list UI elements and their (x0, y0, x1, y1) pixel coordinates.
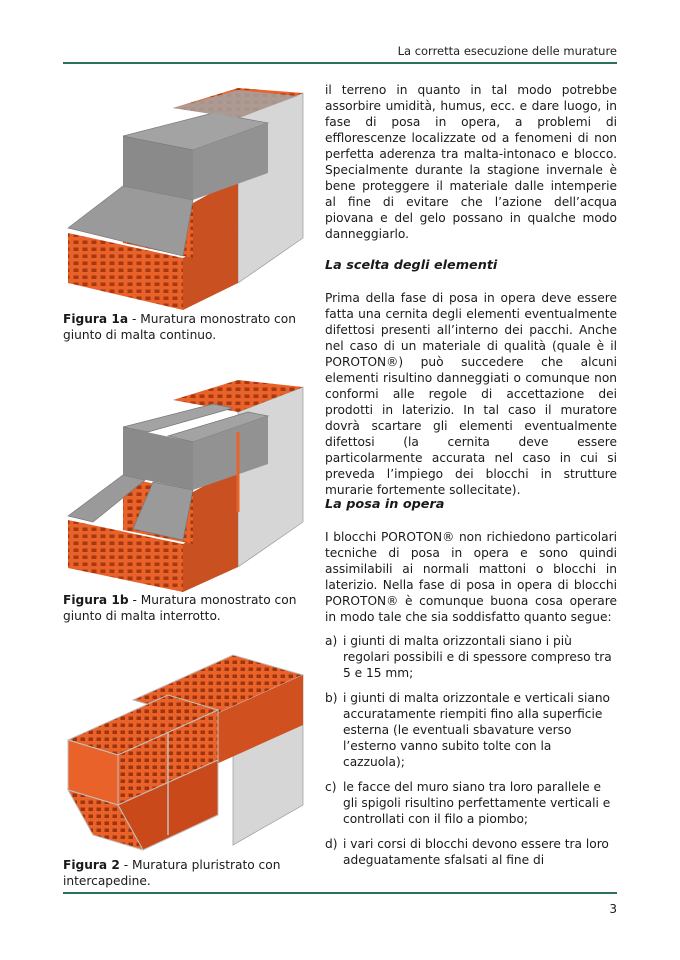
figure-1b-illustration (63, 372, 308, 592)
figure-1a-caption (63, 311, 308, 343)
figure-2-illustration (63, 645, 308, 855)
figure-1a-illustration (63, 78, 308, 310)
intro-text: il terreno in quanto in tal modo potrebbe assorbire umidità, humus, ecc. e dare luogo, in fase di posa in opera, a problemi di efflorescenze localizzate od a fenomeni di non perfetta aderenza tra malta-intonaco e blocco. Specialmente durante la stagione invernale è bene proteggere il materiale dalle intemperie al fine di evitare che l’azione dell’acqua piovana e del gelo possano in qualche modo danneggiarlo. (325, 83, 617, 241)
section-posa-text: I blocchi POROTON® non richiedono particolari tecniche di posa in opera e sono quindi assimilabili ai normali mattoni o blocchi in laterizio. Nella fase di posa in opera di blocchi POROTON® è comunque buona cosa operare in modo tale che sia soddisfatto quanto segue: (325, 530, 617, 624)
list-item-label: c) (325, 780, 337, 794)
list-item-label: a) (325, 634, 338, 648)
section-title-scelta: La scelta degli elementi (325, 258, 498, 273)
list-item-text: i giunti di malta orizzontale e verticali siano accuratamente riempiti fino alla superficie esterna (le eventuali sbavature verso l’esterno vanno subito tolte con la cazzuola); (343, 691, 611, 769)
list-item (325, 633, 617, 681)
list-item (325, 836, 617, 868)
running-header: La corretta esecuzione delle murature (397, 44, 617, 58)
page-number: 3 (609, 902, 617, 916)
header-rule (63, 62, 617, 64)
figure-1a-label: Figura 1a (63, 312, 129, 326)
list-item-text: le facce del muro siano tra loro parallele e gli spigoli risultino perfettamente verticali e controllati con il filo a piombo; (343, 780, 611, 826)
list-item-text: i vari corsi di blocchi devono essere tra loro adeguatamente sfalsati al fine di (343, 837, 609, 867)
figure-2-caption (63, 857, 308, 889)
figure-2-label: Figura 2 (63, 858, 120, 872)
figure-2-text: - Muratura pluristrato con intercapedine. (63, 858, 281, 888)
figure-1b-label: Figura 1b (63, 593, 129, 607)
figure-1b-caption (63, 592, 308, 624)
list-item-text: i giunti di malta orizzontali siano i più regolari possibili e di spessore compreso tra 5 e 15 mm; (343, 634, 612, 680)
footer-rule (63, 892, 617, 894)
requirements-list (325, 633, 617, 877)
list-item-label: d) (325, 837, 338, 851)
figure-1b-text: - Muratura monostrato con giunto di malta interrotto. (63, 593, 297, 623)
section-scelta-body (325, 290, 617, 498)
list-item (325, 690, 617, 770)
section-posa-body (325, 529, 617, 625)
figure-1a-text: - Muratura monostrato con giunto di malta continuo. (63, 312, 296, 342)
list-item-label: b) (325, 691, 338, 705)
section-scelta-text: Prima della fase di posa in opera deve essere fatta una cernita degli elementi eventualmente difettosi presenti all’interno dei pacchi. Anche nel caso di un materiale di qualità (quale è il POROTON®) può succedere che alcuni elementi risultino danneggiati o comunque non conformi alle regole di accettazione dei prodotti in laterizio. In tal caso il muratore dovrà scartare gli elementi eventualmente difettosi (la cernita deve essere particolarmente accurata nel caso in cui si preveda l’impiego dei blocchi in strutture murarie fortemente sollecitate). (325, 291, 617, 497)
section-title-posa: La posa in opera (325, 497, 445, 512)
list-item (325, 779, 617, 827)
intro-paragraph (325, 82, 617, 242)
